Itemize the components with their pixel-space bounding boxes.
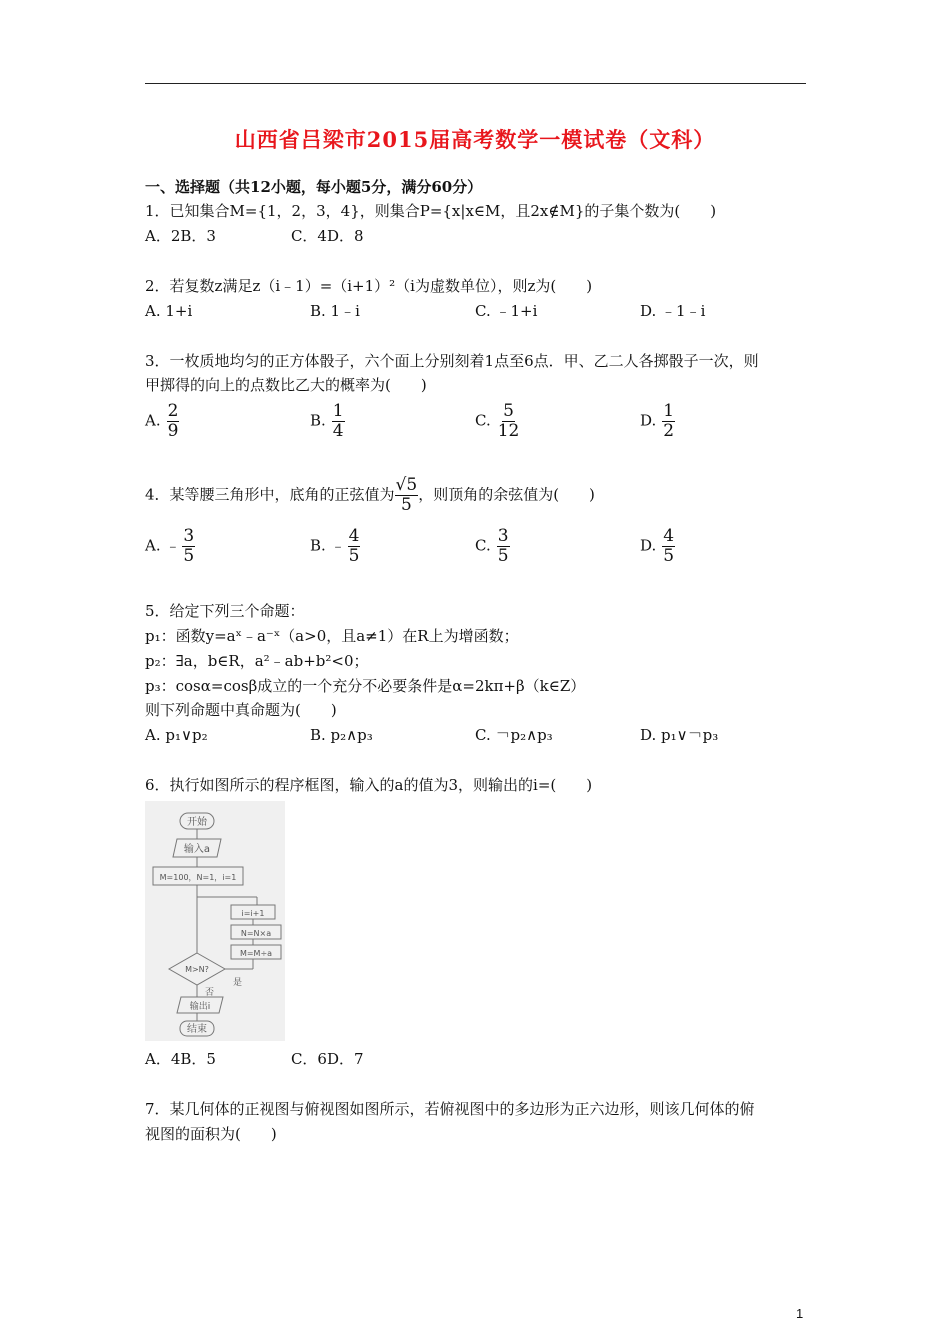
q1-stem: 1．已知集合M={1，2，3，4}，则集合P={x|x∈M，且2x∉M}的子集个数为( ): [145, 202, 717, 220]
q1-options: A．2B．3 C．4D．8: [145, 227, 364, 245]
flow-cond-label: M>N?: [185, 965, 209, 974]
q2-option-d: D. ﹣1﹣i: [640, 302, 706, 320]
q3-option-c-fraction: $\frac{5}{12}$: [497, 401, 520, 441]
q3-option-d-fraction: $\frac{1}{2}$: [663, 401, 675, 441]
q3-option-b: [310, 402, 345, 441]
q3-option-d-label: D.: [640, 411, 657, 430]
header-rule: [145, 83, 806, 84]
q3-option-b-fraction: $\frac{1}{4}$: [332, 401, 344, 441]
q2-option-a: A. 1+i: [145, 302, 193, 320]
q4-option-a-fraction: $\frac{3}{5}$: [183, 526, 195, 566]
flow-input-label: 输入a: [183, 844, 211, 855]
section-heading: 一、选择题（共12小题，每小题5分，满分60分）: [145, 178, 483, 196]
q3-option-a: [145, 402, 179, 441]
q4-option-c: [475, 527, 510, 566]
q5-option-a: A. p₁∨p₂: [145, 726, 208, 744]
q5-option-d: D. p₁∨￢p₃: [640, 726, 719, 744]
page-number: 1: [796, 1306, 804, 1321]
q4-option-b-fraction: $\frac{4}{5}$: [348, 526, 360, 566]
flow-yes-label: 是: [233, 978, 243, 988]
exam-title: 山西省吕梁市2015届高考数学一模试卷（文科）: [234, 127, 716, 152]
q2-stem: 2．若复数z满足z（i﹣1）=（i+1）²（i为虚数单位），则z为( ): [145, 277, 593, 295]
flowchart-figure: [145, 801, 285, 1041]
q4-option-c-fraction: $\frac{3}{5}$: [497, 526, 509, 566]
q2-option-c: C. ﹣1+i: [475, 302, 538, 320]
q5-stem: 5．给定下列三个命题：: [145, 602, 305, 620]
flow-output-label: 输出i: [189, 1002, 211, 1012]
q3-option-c-label: C.: [475, 411, 491, 430]
q4-option-b-label: B. ﹣: [310, 536, 346, 555]
q7-stem-line1: 7．某几何体的正视图与俯视图如图所示，若俯视图中的多边形为正六边形，则该几何体的俯: [145, 1100, 755, 1118]
flow-init-label: M=100，N=1，i=1: [159, 873, 237, 882]
q2-option-b: B. 1﹣i: [310, 302, 360, 320]
q3-option-a-fraction: $\frac{2}{9}$: [167, 401, 179, 441]
q3-option-d: [640, 402, 675, 441]
flow-divM-label: M=M÷a: [239, 949, 273, 958]
q6-options: A．4B．5 C．6D．7: [145, 1050, 364, 1068]
q4-option-a-label: A. ﹣: [145, 536, 181, 555]
flow-start-label: 开始: [187, 817, 207, 828]
q3-stem-line2: 甲掷得的向上的点数比乙大的概率为( ): [145, 376, 427, 394]
q4-stem-post: ，则顶角的余弦值为( ): [418, 485, 595, 504]
q3-stem-line1: 3．一枚质地均匀的正方体骰子，六个面上分别刻着1点至6点．甲、乙二人各掷骰子一次，则: [145, 352, 759, 370]
q4-stem: [145, 476, 595, 515]
q5-ask: 则下列命题中真命题为( ): [145, 701, 337, 719]
q6-stem: 6．执行如图所示的程序框图，输入的a的值为3，则输出的i=( ): [145, 776, 593, 794]
q7-stem-line2: 视图的面积为( ): [145, 1125, 277, 1143]
q4-option-d: [640, 527, 675, 566]
flow-mulN-label: N=N×a: [240, 929, 272, 938]
flow-no-label: 否: [205, 988, 215, 998]
q3-option-c: [475, 402, 520, 441]
q4-option-c-label: C.: [475, 536, 491, 555]
q4-option-d-label: D.: [640, 536, 657, 555]
q4-option-d-fraction: $\frac{4}{5}$: [663, 526, 675, 566]
q3-option-a-label: A.: [145, 411, 161, 430]
q4-option-a: [145, 527, 195, 566]
q3-option-b-label: B.: [310, 411, 326, 430]
flow-inc-label: i=i+1: [241, 909, 265, 918]
q5-option-b: B. p₂∧p₃: [310, 726, 373, 744]
q4-stem-pre: 4．某等腰三角形中，底角的正弦值为: [145, 485, 395, 504]
q4-option-b: [310, 527, 360, 566]
q4-stem-fraction: $\frac{√5}{5}$: [395, 475, 418, 515]
q5-p3: p₃：cosα=cosβ成立的一个充分不必要条件是α=2kπ+β（k∈Z）: [145, 677, 586, 695]
q5-p2: p₂：∃a，b∈R，a²﹣ab+b²<0；: [145, 652, 369, 670]
flow-end-label: 结束: [187, 1024, 207, 1035]
q5-p1: p₁：函数y=aˣ﹣a⁻ˣ（a>0，且a≠1）在R上为增函数；: [145, 627, 519, 645]
q5-option-c: C. ￢p₂∧p₃: [475, 726, 553, 744]
